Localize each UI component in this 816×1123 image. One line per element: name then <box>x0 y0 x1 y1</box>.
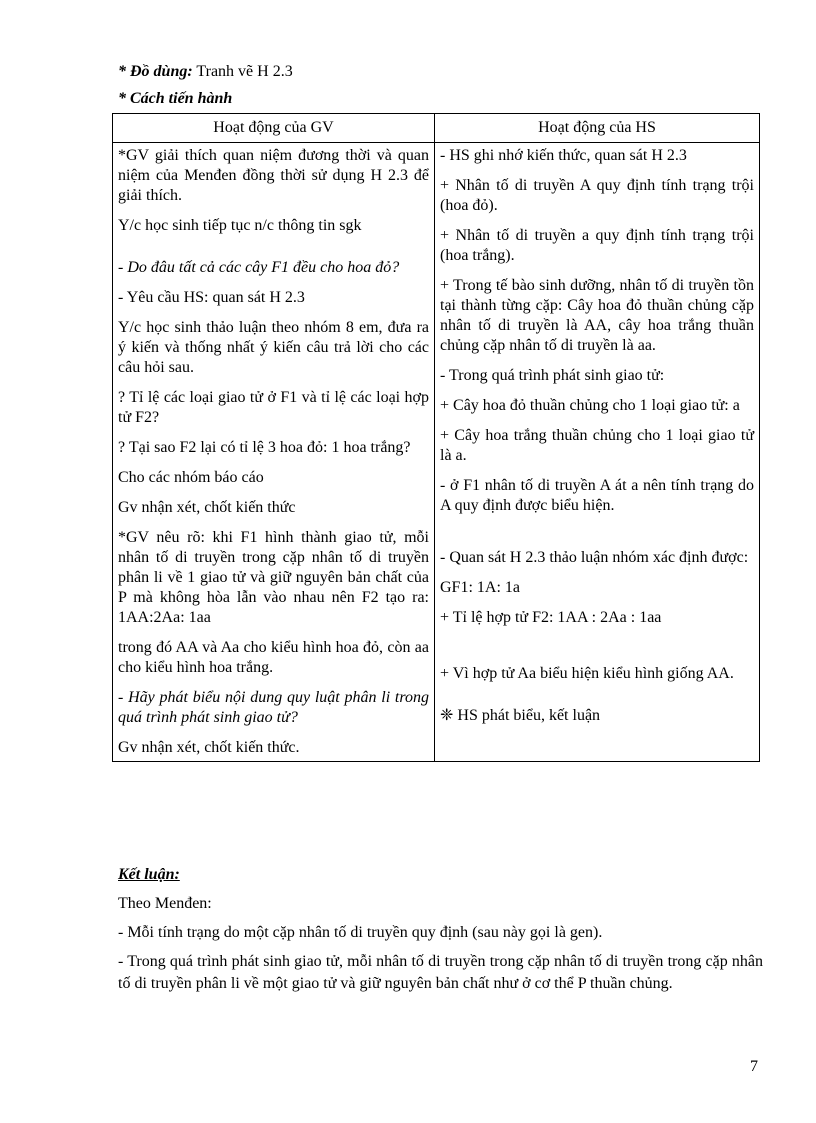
table-row <box>113 143 760 762</box>
hs-paragraph: - Quan sát H 2.3 thảo luận nhóm xác định được: <box>440 549 749 566</box>
hs-paragraph: ❈ HS phát biểu, kết luận <box>440 707 601 724</box>
gv-paragraph: Gv nhận xét, chốt kiến thức <box>118 499 296 516</box>
hs-paragraph: + Tỉ lệ hợp tử F2: 1AA : 2Aa : 1aa <box>440 609 662 626</box>
activity-table <box>112 113 760 762</box>
conclusion-point: - Mỗi tính trạng do một cặp nhân tố di truyền quy định (sau này gọi là gen). <box>118 924 603 941</box>
gv-paragraph: *GV giải thích quan niệm đương thời và quan niệm của Menđen đồng thời sử dụng H 2.3 để giải thích. <box>118 147 429 204</box>
table-header-row <box>113 114 760 143</box>
column-header-gv: Hoạt động của GV <box>113 114 435 143</box>
gv-paragraph: ? Tại sao F2 lại có tỉ lệ 3 hoa đỏ: 1 hoa trắng? <box>118 439 411 456</box>
gv-paragraph: Y/c học sinh tiếp tục n/c thông tin sgk <box>118 217 362 234</box>
gv-paragraph: Cho các nhóm báo cáo <box>118 469 264 486</box>
hs-paragraph: + Cây hoa trắng thuần chủng cho 1 loại giao tử là a. <box>440 427 754 464</box>
hs-paragraph: GF1: 1A: 1a <box>440 579 520 596</box>
gv-question: - Do đâu tất cả các cây F1 đều cho hoa đỏ? <box>118 259 400 276</box>
column-header-hs: Hoạt động của HS <box>435 114 760 143</box>
page-number: 7 <box>750 1058 758 1075</box>
gv-paragraph: ? Tỉ lệ các loại giao tử ở F1 và tỉ lệ các loại hợp tử F2? <box>118 389 429 426</box>
hs-paragraph: + Cây hoa đỏ thuần chủng cho 1 loại giao tử: a <box>440 397 740 414</box>
gv-activity-cell <box>113 143 435 762</box>
materials-text: Tranh vẽ H 2.3 <box>192 63 293 80</box>
gv-paragraph: Gv nhận xét, chốt kiến thức. <box>118 739 300 756</box>
hs-paragraph: - HS ghi nhớ kiến thức, quan sát H 2.3 <box>440 147 687 164</box>
procedure-label: * Cách tiến hành <box>118 90 233 107</box>
materials-label: * Đồ dùng: <box>118 63 193 80</box>
gv-paragraph: trong đó AA và Aa cho kiểu hình hoa đỏ, còn aa cho kiểu hình hoa trắng. <box>118 639 429 676</box>
hs-paragraph: + Vì hợp tử Aa biểu hiện kiểu hình giống AA. <box>440 665 734 682</box>
hs-paragraph: - ở F1 nhân tố di truyền A át a nên tính trạng do A quy định được biểu hiện. <box>440 477 754 514</box>
gv-paragraph: Y/c học sinh thảo luận theo nhóm 8 em, đưa ra ý kiến và thống nhất ý kiến câu trả lời cho các câu hỏi sau. <box>118 319 429 376</box>
hs-activity-cell <box>435 143 760 762</box>
materials-line <box>118 62 293 82</box>
gv-paragraph: - Yêu cầu HS: quan sát H 2.3 <box>118 289 305 306</box>
gv-question: - Hãy phát biểu nội dung quy luật phân li trong quá trình phát sinh giao tử? <box>118 689 429 726</box>
hs-paragraph: + Nhân tố di truyền a quy định tính trạng trội (hoa trắng). <box>440 227 754 264</box>
hs-paragraph: + Trong tế bào sinh dưỡng, nhân tố di truyền tồn tại thành từng cặp: Cây hoa đỏ thuần chủng cặp nhân tố di truyền là AA, cây hoa trắng thuần chủng cặp nhân tố di truyền là aa. <box>440 277 754 354</box>
hs-paragraph: - Trong quá trình phát sinh giao tử: <box>440 367 665 384</box>
conclusion-point: - Trong quá trình phát sinh giao tử, mỗi nhân tố di truyền trong cặp nhân tố di truyền trong cặp nhân tố di truyền phân li về một giao tử và giữ nguyên bản chất như ở cơ thể P thuần chủng. <box>118 953 763 992</box>
conclusion-title: Kết luận: <box>118 866 180 883</box>
conclusion-intro: Theo Menđen: <box>118 895 212 912</box>
gv-paragraph: *GV nêu rõ: khi F1 hình thành giao tử, mỗi nhân tố di truyền trong cặp nhân tố di truyền phân li về 1 giao tử và giữ nguyên bản chất của P mà không hòa lẫn vào nhau nên F2 tạo ra: 1AA:2Aa: 1aa <box>118 529 429 626</box>
hs-paragraph: + Nhân tố di truyền A quy định tính trạng trội (hoa đỏ). <box>440 177 754 214</box>
